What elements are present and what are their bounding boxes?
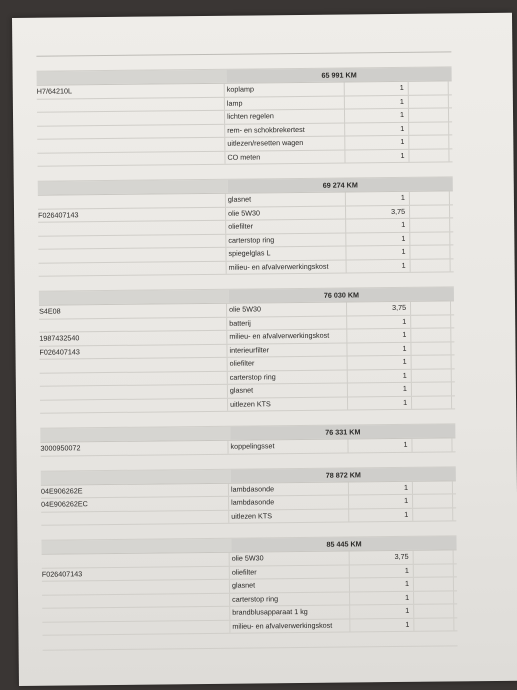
blank-cell <box>413 481 453 494</box>
section-header-blank <box>41 539 231 554</box>
quantity-cell: 1 <box>349 508 413 521</box>
section-header-blank <box>41 469 231 484</box>
maintenance-table <box>36 51 457 650</box>
description-cell: olie 5W30 <box>226 206 346 220</box>
description-cell: carterstop ring <box>228 370 348 384</box>
quantity-cell: 1 <box>350 618 414 631</box>
blank-cell <box>410 191 450 204</box>
description-cell: uitlezen/resetten wagen <box>225 137 345 151</box>
quantity-cell: 1 <box>346 192 410 205</box>
description-cell: CO meten <box>225 150 345 164</box>
part-number-cell <box>39 261 227 275</box>
part-number-cell <box>41 510 229 524</box>
part-number-cell <box>40 398 228 412</box>
part-number-cell <box>37 97 225 111</box>
description-cell: glasnet <box>228 384 348 398</box>
description-cell: milieu- en afvalverwerkingskost <box>230 619 350 633</box>
mileage-label: 85 445 KM <box>231 536 456 551</box>
quantity-cell: 1 <box>346 219 410 232</box>
part-number-cell <box>37 124 225 138</box>
description-cell: spiegelglas L <box>226 247 346 261</box>
part-number-cell: 04E906262E <box>41 483 229 497</box>
part-number-cell <box>38 248 226 262</box>
quantity-cell: 1 <box>350 605 414 618</box>
description-cell: glasnet <box>226 193 346 207</box>
description-cell: carterstop ring <box>230 592 350 606</box>
part-number-cell <box>38 194 226 208</box>
section-header-blank <box>37 70 227 85</box>
blank-cell <box>414 618 454 631</box>
description-cell: milieu- en afvalverwerkingskost <box>227 260 347 274</box>
blank-cell <box>414 577 454 590</box>
part-number-cell: 3000950072 <box>40 441 228 455</box>
quantity-cell: 1 <box>346 232 410 245</box>
blank-cell <box>411 342 451 355</box>
mileage-label: 65 991 KM <box>227 67 452 82</box>
blank-cell <box>411 328 451 341</box>
blank-cell <box>410 232 450 245</box>
section-header-blank <box>40 427 230 442</box>
description-cell: lamp <box>225 96 345 110</box>
blank-cell <box>409 122 449 135</box>
part-number-cell <box>37 138 225 152</box>
quantity-cell: 1 <box>347 259 411 272</box>
quantity-cell: 1 <box>345 136 409 149</box>
blank-cell <box>412 438 452 451</box>
quantity-cell: 1 <box>348 396 412 409</box>
quantity-cell: 1 <box>345 149 409 162</box>
description-cell: lambdasonde <box>229 495 349 509</box>
quantity-cell: 1 <box>345 122 409 135</box>
description-cell: batterij <box>227 316 347 330</box>
blank-cell <box>413 508 453 521</box>
part-number-cell: S4E08 <box>39 304 227 318</box>
description-cell: uitlezen KTS <box>229 509 349 523</box>
blank-cell <box>413 494 453 507</box>
quantity-cell: 1 <box>345 109 409 122</box>
blank-cell <box>410 218 450 231</box>
blank-cell <box>409 95 449 108</box>
quantity-cell: 1 <box>348 356 412 369</box>
quantity-cell: 3,75 <box>350 551 414 564</box>
part-number-cell: 1987432540 <box>39 331 227 345</box>
part-number-cell <box>37 151 225 165</box>
blank-cell <box>411 259 451 272</box>
blank-cell <box>409 135 449 148</box>
paper-sheet <box>12 13 517 686</box>
mileage-label: 78 872 KM <box>231 467 456 482</box>
blank-cell <box>414 564 454 577</box>
part-number-cell <box>42 620 230 634</box>
blank-cell <box>414 550 454 563</box>
quantity-cell: 1 <box>347 329 411 342</box>
blank-cell <box>414 604 454 617</box>
description-cell: oliefilter <box>230 565 350 579</box>
quantity-cell: 3,75 <box>346 205 410 218</box>
description-cell: rem- en schokbrekertest <box>225 123 345 137</box>
part-number-cell <box>42 580 230 594</box>
quantity-cell: 1 <box>346 246 410 259</box>
quantity-cell: 1 <box>350 564 414 577</box>
description-cell: carterstop ring <box>226 233 346 247</box>
description-cell: koppelingsset <box>228 440 348 454</box>
part-number-cell <box>42 553 230 567</box>
description-cell: milieu- en afvalverwerkingskost <box>227 330 347 344</box>
part-number-cell <box>39 317 227 331</box>
blank-cell <box>410 205 450 218</box>
blank-cell <box>412 355 452 368</box>
part-number-cell: F026407143 <box>39 344 227 358</box>
part-number-cell: 04E906262EC <box>41 497 229 511</box>
table-spacer <box>42 631 457 650</box>
description-cell: koplamp <box>225 83 345 97</box>
blank-cell <box>412 369 452 382</box>
section-header-blank <box>39 290 229 305</box>
description-cell: oliefilter <box>228 357 348 371</box>
blank-cell <box>409 81 449 94</box>
quantity-cell: 1 <box>348 369 412 382</box>
blank-cell <box>409 149 449 162</box>
quantity-cell: 1 <box>347 342 411 355</box>
description-cell: oliefilter <box>226 220 346 234</box>
part-number-cell <box>40 385 228 399</box>
quantity-cell: 3,75 <box>347 302 411 315</box>
part-number-cell <box>40 358 228 372</box>
mileage-label: 76 030 KM <box>229 287 454 302</box>
quantity-cell: 1 <box>349 495 413 508</box>
mileage-label: 76 331 KM <box>230 424 455 439</box>
quantity-cell: 1 <box>350 591 414 604</box>
quantity-cell: 1 <box>349 481 413 494</box>
description-cell: olie 5W30 <box>227 303 347 317</box>
part-number-cell <box>38 221 226 235</box>
part-number-cell <box>37 111 225 125</box>
part-number-cell: F026407143 <box>38 207 226 221</box>
quantity-cell: 1 <box>348 439 412 452</box>
description-cell: glasnet <box>230 578 350 592</box>
blank-cell <box>410 245 450 258</box>
quantity-cell: 1 <box>345 82 409 95</box>
quantity-cell: 1 <box>347 315 411 328</box>
description-cell: brandblusapparaat 1 kg <box>230 605 350 619</box>
blank-cell <box>409 108 449 121</box>
blank-cell <box>412 382 452 395</box>
quantity-cell: 1 <box>348 383 412 396</box>
description-cell: olie 5W30 <box>230 551 350 565</box>
section-header-blank <box>38 180 228 195</box>
part-number-cell <box>40 371 228 385</box>
part-number-cell <box>42 593 230 607</box>
blank-cell <box>412 396 452 409</box>
part-number-cell: H7/64210L <box>37 84 225 98</box>
quantity-cell: 1 <box>345 95 409 108</box>
description-cell: uitlezen KTS <box>228 397 348 411</box>
blank-cell <box>411 315 451 328</box>
part-number-cell: F026407143 <box>42 566 230 580</box>
mileage-label: 69 274 KM <box>228 177 453 192</box>
blank-cell <box>414 591 454 604</box>
quantity-cell: 1 <box>350 578 414 591</box>
blank-cell <box>411 301 451 314</box>
description-cell: interieurfilter <box>227 343 347 357</box>
part-number-cell <box>42 607 230 621</box>
description-cell: lambdasonde <box>229 482 349 496</box>
part-number-cell <box>38 234 226 248</box>
description-cell: lichten regelen <box>225 110 345 124</box>
